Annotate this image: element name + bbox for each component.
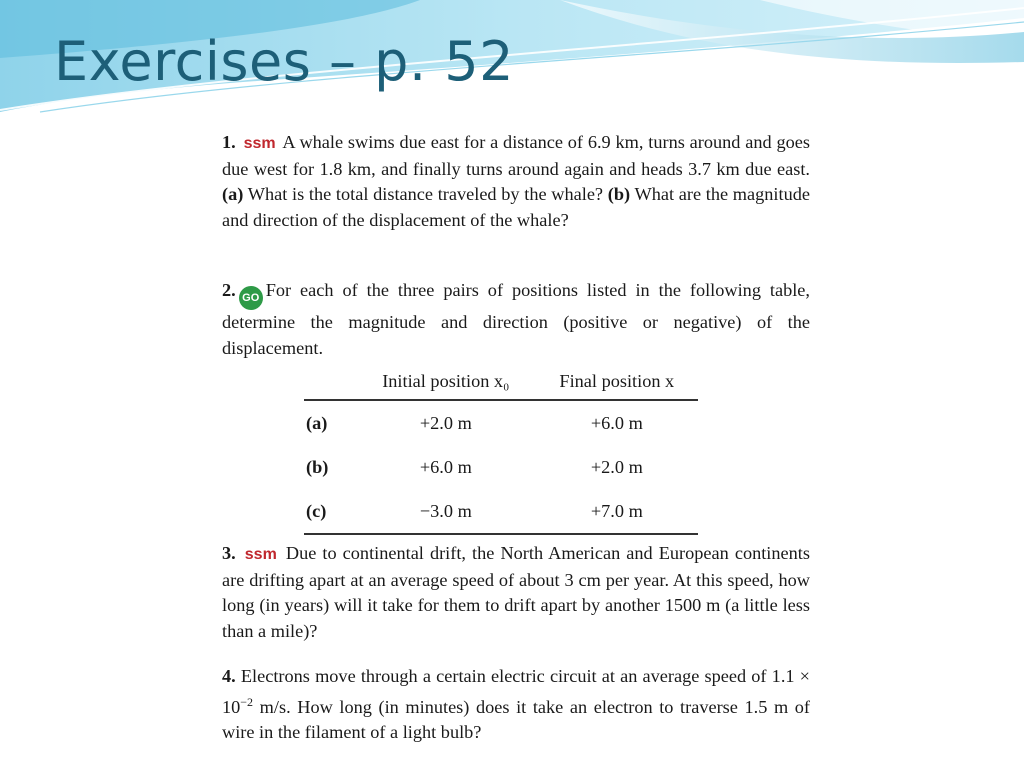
table-header-row — [304, 363, 698, 400]
row-label: (a) — [306, 412, 328, 433]
exercise-text: Due to continental drift, the North American and European continents are drifting apart at an average speed of about 3 cm per year. At this speed, how long (in years) will it take for them to drift apart by another 1500 m (a little less than a mile)? — [222, 543, 810, 641]
exercise-text: What are the magnitude and direction of the displacement of the whale? — [222, 184, 810, 230]
exercise-2 — [222, 278, 810, 361]
initial-position-cell: +6.0 m — [419, 456, 472, 477]
ssm-tag: ssm — [243, 135, 276, 152]
go-badge-icon: GO — [239, 286, 263, 310]
part-label: (b) — [607, 184, 631, 204]
slide-title: Exercises – p. 52 — [54, 30, 514, 93]
row-label: (b) — [306, 456, 329, 477]
exponent: −2 — [240, 694, 254, 709]
exercise-text: m/s. How long (in minutes) does it take an electron to traverse 1.5 m of wire in the filament of a light bulb? — [222, 696, 810, 743]
ssm-tag: ssm — [244, 546, 277, 563]
positions-table — [304, 363, 698, 535]
header-initial-position: Initial position x₀ — [356, 363, 536, 400]
exercise-text: A whale swims due east for a distance of 6.9 km, turns around and goes due west for 1.8 km, and finally turns around again and heads 3.7 km due east. — [222, 132, 811, 179]
initial-position-cell: +2.0 m — [419, 412, 472, 433]
table-row — [304, 489, 698, 534]
exercise-4 — [222, 664, 810, 746]
initial-position-cell: −3.0 m — [356, 489, 536, 534]
table-row — [304, 445, 698, 489]
exercise-3 — [222, 541, 810, 644]
header-blank — [304, 363, 356, 400]
final-position-cell: +6.0 m — [590, 412, 643, 433]
exercise-number: 2. — [222, 280, 236, 300]
row-label: (c) — [304, 489, 356, 534]
textbook-excerpt — [204, 118, 828, 750]
exercise-text: What is the total distance traveled by the whale? — [247, 184, 604, 204]
header-final-position: Final position x — [536, 363, 698, 400]
exercise-text: For each of the three pairs of positions listed in the following table, determine the magnitude and direction (positive or negative) of the displacement. — [222, 280, 810, 358]
exercise-1 — [222, 130, 810, 233]
exercise-number: 1. — [222, 132, 236, 152]
final-position-cell: +7.0 m — [536, 489, 698, 534]
exercise-number: 3. — [222, 543, 236, 563]
exercise-text: Electrons move through a certain electric circuit at an average speed of 1.1 × 10 — [222, 666, 810, 717]
table-row — [304, 400, 698, 445]
part-label: (a) — [222, 184, 244, 204]
final-position-cell: +2.0 m — [590, 456, 643, 477]
exercise-number: 4. — [222, 666, 236, 686]
